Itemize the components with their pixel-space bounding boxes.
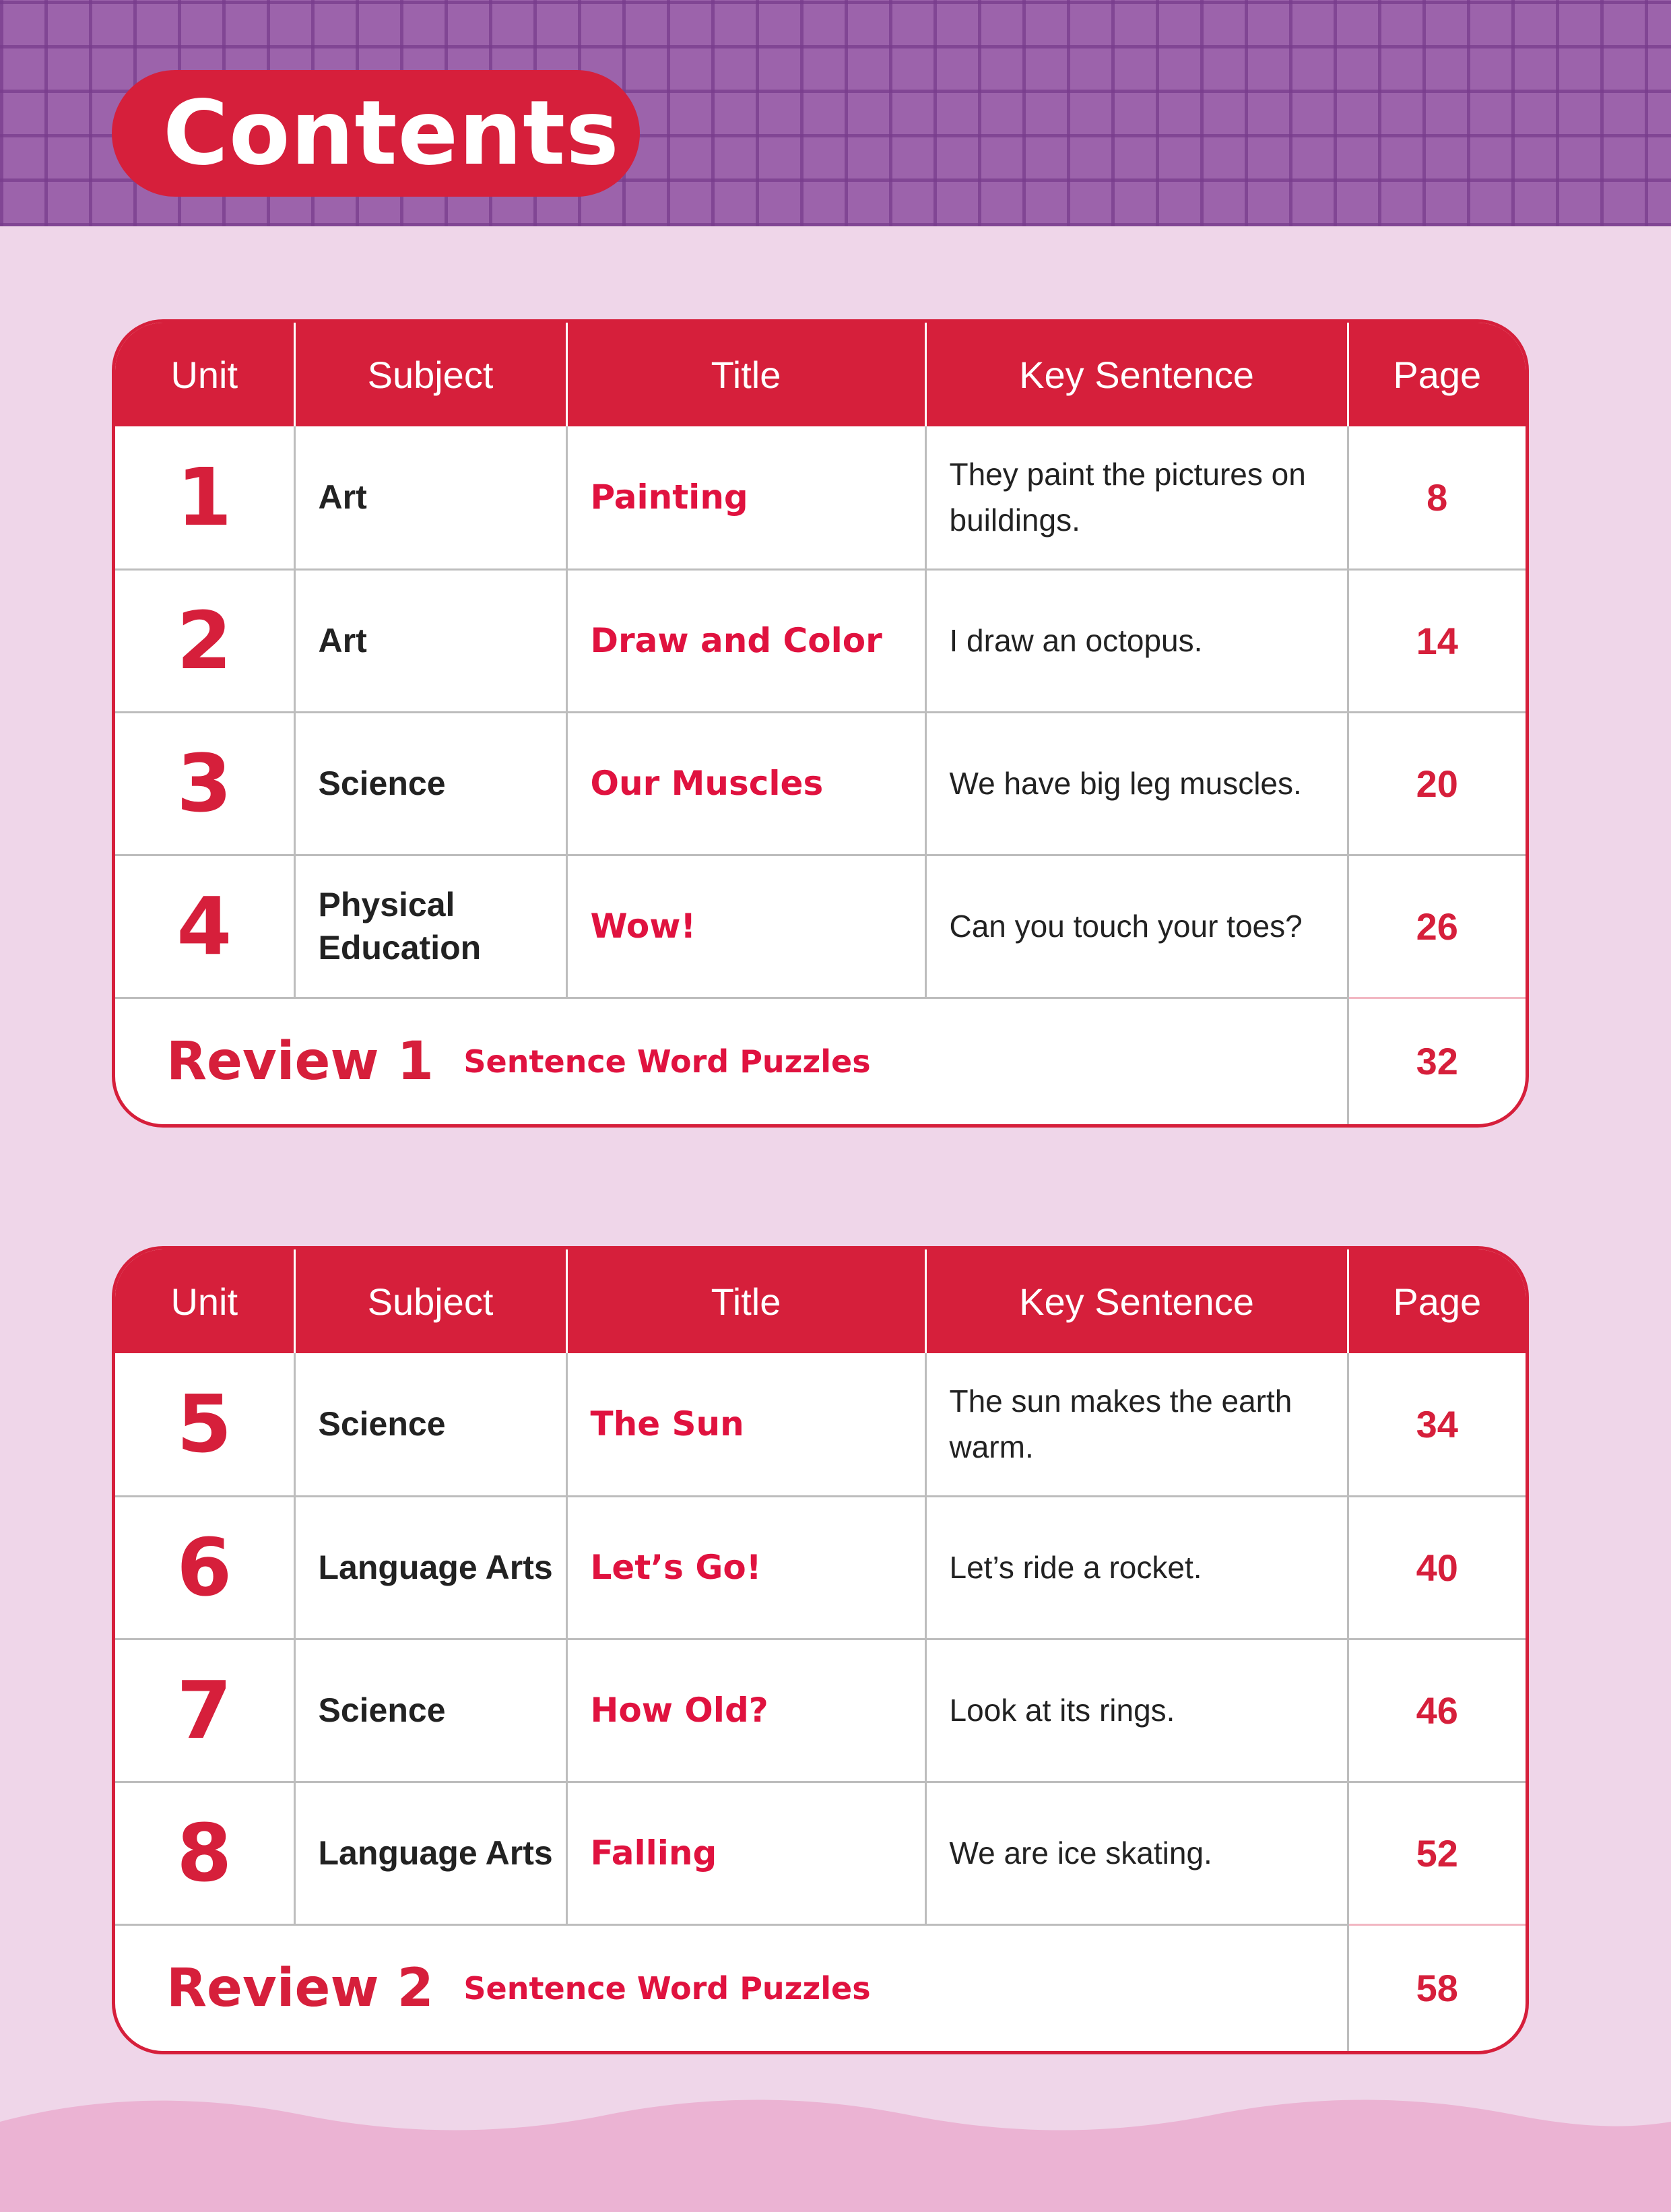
- unit-page: 20: [1348, 712, 1526, 855]
- bottom-wave-decoration: [0, 2095, 1671, 2212]
- unit-page: 52: [1348, 1782, 1526, 1924]
- unit-key-sentence: Can you touch your toes?: [925, 855, 1348, 998]
- unit-title: How Old?: [566, 1639, 925, 1782]
- unit-number: 8: [115, 1782, 294, 1924]
- unit-subject: Art: [294, 569, 566, 712]
- unit-title: The Sun: [566, 1353, 925, 1496]
- unit-number: 2: [115, 569, 294, 712]
- header-page: Page: [1348, 1249, 1526, 1353]
- page-title: Contents: [163, 82, 620, 185]
- unit-key-sentence: They paint the pictures on buildings.: [925, 426, 1348, 569]
- unit-title: Our Muscles: [566, 712, 925, 855]
- toc-table-2: [112, 1246, 1529, 2054]
- toc-table-1: [112, 319, 1529, 1128]
- header-key-sentence: Key Sentence: [925, 323, 1348, 426]
- header-key-sentence: Key Sentence: [925, 1249, 1348, 1353]
- header-subject: Subject: [294, 323, 566, 426]
- review-cell: [115, 1924, 1348, 2051]
- unit-number: 4: [115, 855, 294, 998]
- table-row: [115, 426, 1526, 569]
- table-row: [115, 1353, 1526, 1496]
- unit-page: 14: [1348, 569, 1526, 712]
- table-row: [115, 569, 1526, 712]
- header-unit: Unit: [115, 323, 294, 426]
- unit-key-sentence: Look at its rings.: [925, 1639, 1348, 1782]
- review-page: 58: [1348, 1924, 1526, 2051]
- header-subject: Subject: [294, 1249, 566, 1353]
- unit-subject: Language Arts: [294, 1782, 566, 1924]
- unit-page: 46: [1348, 1639, 1526, 1782]
- table-header-row: [115, 1249, 1526, 1353]
- unit-subject: Science: [294, 712, 566, 855]
- header-unit: Unit: [115, 1249, 294, 1353]
- table-row: [115, 712, 1526, 855]
- unit-key-sentence: We have big leg muscles.: [925, 712, 1348, 855]
- unit-number: 3: [115, 712, 294, 855]
- review-cell: [115, 998, 1348, 1124]
- unit-number: 5: [176, 1377, 232, 1471]
- unit-page: 40: [1348, 1496, 1526, 1639]
- contents-title-badge: [112, 70, 640, 197]
- header-page: Page: [1348, 323, 1526, 426]
- unit-page: 8: [1348, 426, 1526, 569]
- unit-title: Let’s Go!: [566, 1496, 925, 1639]
- unit-title: Painting: [566, 426, 925, 569]
- review-title: Sentence Word Puzzles: [463, 1043, 871, 1080]
- unit-subject: Physical Education: [294, 855, 566, 998]
- unit-key-sentence: The sun makes the earth warm.: [925, 1353, 1348, 1496]
- table-row: [115, 1782, 1526, 1924]
- unit-number: 7: [115, 1639, 294, 1782]
- unit-page: 26: [1348, 855, 1526, 998]
- review-page: 32: [1348, 998, 1526, 1124]
- unit-title: Wow!: [566, 855, 925, 998]
- unit-number: 1: [176, 451, 232, 544]
- unit-key-sentence: We are ice skating.: [925, 1782, 1348, 1924]
- unit-number: 6: [115, 1496, 294, 1639]
- unit-key-sentence: I draw an octopus.: [925, 569, 1348, 712]
- unit-key-sentence: Let’s ride a rocket.: [925, 1496, 1348, 1639]
- table-row: [115, 1639, 1526, 1782]
- unit-title: Draw and Color: [566, 569, 925, 712]
- review-label: Review 2: [166, 1957, 434, 2019]
- unit-subject: Science: [294, 1639, 566, 1782]
- header-title: Title: [566, 323, 925, 426]
- unit-subject: Science: [294, 1353, 566, 1496]
- header-title: Title: [566, 1249, 925, 1353]
- table-header-row: [115, 323, 1526, 426]
- table-row: [115, 1496, 1526, 1639]
- unit-subject: Language Arts: [294, 1496, 566, 1639]
- unit-subject: Art: [294, 426, 566, 569]
- table-row: [115, 855, 1526, 998]
- review-label: Review 1: [166, 1031, 434, 1092]
- review-title: Sentence Word Puzzles: [463, 1970, 871, 2007]
- review-row: [115, 1924, 1526, 2051]
- unit-page: 34: [1348, 1353, 1526, 1496]
- unit-title: Falling: [566, 1782, 925, 1924]
- review-row: [115, 998, 1526, 1124]
